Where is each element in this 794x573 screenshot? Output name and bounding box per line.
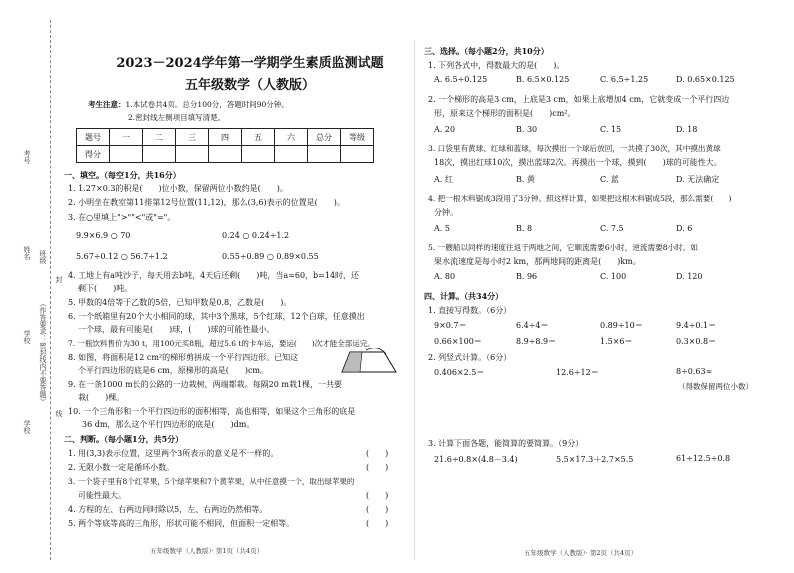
c3b: 18次，摸出红球10次，摸出蓝球2次。再摸出一个球，摸到( )球的可能性大。 bbox=[434, 158, 722, 167]
c4-a[interactable]: A. 5 bbox=[434, 224, 450, 233]
k1r1-1: 9×0.7＝ bbox=[434, 321, 467, 330]
side-seal-char: 封 bbox=[55, 276, 63, 283]
q8b: 个平行四边形的底是6 cm，原梯形的高是( )cm。 bbox=[78, 366, 269, 375]
q2: 2. 小明坐在教室第11排第12号位置(11,12)，那么(3,6)表示的位置是( )。 bbox=[68, 198, 345, 207]
j5: 5. 两个等底等高的三角形，形状可能不相同，但面积一定相等。 bbox=[68, 519, 295, 528]
score-cell[interactable] bbox=[143, 146, 176, 163]
q10b: 36 dm，那么这个平行四边形的底是( )dm。 bbox=[82, 420, 255, 429]
j1: 1. 用(3,3)表示位置，这里两个3所表示的意义是不一样的。 bbox=[68, 449, 279, 458]
side-instruction: （作答要求：密封线内不要答题） bbox=[39, 300, 47, 405]
q5: 5. 甲数的4倍等于乙数的5倍，已知甲数是0.8，乙数是( )。 bbox=[68, 298, 292, 307]
footer-right: 五年级数学（人教版）· 第2页（共4页） bbox=[524, 549, 638, 557]
score-cell[interactable] bbox=[341, 146, 374, 163]
side-class: 班级 bbox=[39, 250, 47, 264]
score-header: 五 bbox=[242, 129, 275, 146]
c1: 1. 下列各式中，得数最大的是( )。 bbox=[428, 61, 565, 70]
c1-a[interactable]: A. 6.5÷0.125 bbox=[434, 75, 488, 84]
k3: 3. 计算下面各题，能简算的要简算。（9分） bbox=[428, 439, 584, 448]
notes-label: 考生注意： bbox=[88, 100, 126, 109]
c5a: 5. 一艘船以同样的速度往返于两地之间，它顺流需要6小时，逆流需要8小时。如 bbox=[428, 243, 698, 252]
sec1: 一、填空。（每空1分，共16分） bbox=[64, 170, 181, 180]
k2-2: 12.6÷12＝ bbox=[556, 368, 599, 377]
c1-b[interactable]: B. 6.5×0.125 bbox=[516, 75, 570, 84]
k1: 1. 直接写得数。（6分） bbox=[428, 306, 512, 315]
q9b: 栽( )棵。 bbox=[78, 393, 125, 402]
j3a: 3. 一个袋子里有8个红苹果，5个绿苹果和7个黄苹果，从中任意摸一个，取出绿苹果的 bbox=[68, 477, 355, 486]
side-school: 学校 bbox=[23, 330, 31, 344]
binding-strip bbox=[0, 0, 62, 573]
k1r2-2: 8.9÷8.9＝ bbox=[516, 337, 557, 346]
side-school-2: 学校 bbox=[23, 420, 31, 434]
j2: 2. 无限小数一定是循环小数。 bbox=[68, 463, 175, 472]
c4-b[interactable]: B. 8 bbox=[516, 224, 533, 233]
k3-3: 61÷12.5÷0.8 bbox=[676, 454, 731, 463]
score-cell[interactable] bbox=[176, 146, 209, 163]
c5b: 果水流速度是每小时2 km，那两地间的距离是( )km。 bbox=[434, 257, 641, 266]
q3: 3. 在○里填上">""<"或"="。 bbox=[68, 213, 176, 222]
score-header: 六 bbox=[275, 129, 308, 146]
exam-title: 2023－2024学年第一学期学生素质监测试题 bbox=[116, 56, 384, 71]
score-header: 四 bbox=[209, 129, 242, 146]
c3-b[interactable]: B. 黄 bbox=[516, 175, 535, 184]
k2-note: （得数保留两位小数） bbox=[678, 382, 753, 391]
c3-a[interactable]: A. 红 bbox=[434, 175, 453, 184]
score-table bbox=[76, 128, 374, 163]
q10a: 10. 一个三角形和一个平行四边形的面积相等，高也相等，如果这个三角形的底是 bbox=[68, 407, 356, 416]
score-header: 一 bbox=[110, 129, 143, 146]
note-1: 1.本试卷共4页。总分100分，答题时间90分钟。 bbox=[125, 100, 289, 109]
c2-a[interactable]: A. 20 bbox=[434, 125, 456, 134]
sec4: 四、计算。（共34分） bbox=[424, 291, 504, 301]
section-calc-title bbox=[424, 291, 503, 302]
j5-paren[interactable]: ( ) bbox=[366, 519, 389, 528]
note-2: 2.密封线左侧项目填写清楚。 bbox=[128, 113, 226, 122]
q3b-2: 0.55÷0.89 ○ 0.89×0.55 bbox=[222, 252, 319, 261]
q3b-1: 5.67÷0.12 ○ 56.7÷1.2 bbox=[76, 252, 168, 261]
k2: 2. 列竖式计算。（6分） bbox=[428, 353, 512, 362]
k3-1: 21.6÷0.8×(4.8－3.4) bbox=[434, 455, 518, 464]
trapezoid-figure bbox=[340, 348, 400, 376]
section-judge-title bbox=[64, 434, 183, 445]
score-cell[interactable] bbox=[110, 146, 143, 163]
sec3: 三、选择。（每小题2分，共10分） bbox=[424, 46, 549, 56]
k2-3: 8÷0.63≈ bbox=[676, 367, 713, 376]
score-header: 二 bbox=[143, 129, 176, 146]
k1r1-3: 0.89÷10＝ bbox=[600, 321, 643, 330]
score-cell[interactable] bbox=[242, 146, 275, 163]
footer-left: 五年级数学（人教版）· 第1页（共4页） bbox=[150, 547, 264, 555]
j3b: 可能性最大。 bbox=[78, 491, 126, 500]
c4-d[interactable]: D. 6 bbox=[676, 224, 693, 233]
page-divider bbox=[414, 40, 415, 560]
c3a: 3. 口袋里有黄球、红球和蓝球，每次摸出一个球后放回，一共摸了30次，其中摸出黄球 bbox=[428, 144, 721, 153]
score-header: 题号 bbox=[77, 129, 110, 146]
c2a: 2. 一个梯形的高是3 cm，上底是3 cm，如果上底增加4 cm，它就变成一个平行四边 bbox=[428, 95, 730, 104]
score-header: 等级 bbox=[341, 129, 374, 146]
j3-paren[interactable]: ( ) bbox=[366, 491, 389, 500]
q8a: 8. 如图，将面积是12 cm²的梯形剪拼成一个平行四边形。已知这 bbox=[68, 353, 299, 362]
c4a: 4. 把一根木料锯成3段用了3分钟。照这样计算，如果把这根木料锯成5段，那么需要( ) bbox=[428, 194, 732, 203]
score-cell[interactable] bbox=[209, 146, 242, 163]
c1-d[interactable]: D. 0.65×0.125 bbox=[676, 75, 735, 84]
c2-b[interactable]: B. 30 bbox=[516, 125, 538, 134]
q4b: 剩下( )吨。 bbox=[78, 284, 133, 293]
q7: 7. 一瓶饮料售价为30 t，用100元买8瓶，超过5.6 t的卡车运，要运( )次才能全部运完。 bbox=[68, 339, 375, 348]
j2-paren[interactable]: ( ) bbox=[366, 463, 389, 472]
k1r1-2: 6.4÷4＝ bbox=[516, 321, 549, 330]
q6a: 6. 一个纸箱里有20个大小相同的球，其中3个黑球，5个红球，12个白球，任意摸出 bbox=[68, 312, 365, 321]
c3-d[interactable]: D. 无法确定 bbox=[676, 175, 720, 184]
sec2: 二、判断。（每小题1分，共5分） bbox=[64, 434, 184, 444]
section-fill-title bbox=[64, 170, 181, 181]
seal-line bbox=[50, 20, 51, 560]
c2-d[interactable]: D. 18 bbox=[676, 125, 698, 134]
k2-1: 0.406×2.5＝ bbox=[434, 368, 485, 377]
c3-c[interactable]: C. 蓝 bbox=[600, 175, 619, 184]
score-header: 总分 bbox=[308, 129, 341, 146]
side-line-char: 线 bbox=[55, 410, 63, 417]
score-header: 三 bbox=[176, 129, 209, 146]
score-label: 得分 bbox=[77, 146, 110, 163]
exam-subtitle: 五年级数学（人教版） bbox=[184, 78, 315, 93]
k1r2-4: 0.3×0.8＝ bbox=[676, 337, 717, 346]
c2b: 形，原来这个梯形的面积是( )cm²。 bbox=[434, 109, 576, 118]
j1-paren[interactable]: ( ) bbox=[366, 449, 389, 458]
section-choice-title bbox=[424, 46, 549, 57]
q3a-2: 0.24 ○ 0.24÷1.2 bbox=[222, 231, 290, 240]
c5-a[interactable]: A. 80 bbox=[434, 272, 456, 281]
c2-c[interactable]: C. 15 bbox=[600, 125, 622, 134]
c4b: 分钟。 bbox=[434, 208, 458, 217]
j4-paren[interactable]: ( ) bbox=[366, 505, 389, 514]
score-cell[interactable] bbox=[308, 146, 341, 163]
exam-notes bbox=[88, 98, 289, 124]
c5-d[interactable]: D. 120 bbox=[676, 272, 703, 281]
c4-c[interactable]: C. 7.5 bbox=[600, 224, 624, 233]
q4a: 4. 工地上有a吨沙子，每天用去b吨，4天后还剩( )吨，当a=60，b=14时，还 bbox=[68, 271, 360, 280]
c5-b[interactable]: B. 96 bbox=[516, 272, 538, 281]
k1r2-3: 1.5×6＝ bbox=[600, 337, 633, 346]
score-cell[interactable] bbox=[275, 146, 308, 163]
k3-2: 5.5×17.3＋2.7×5.5 bbox=[556, 455, 634, 464]
side-exam-number: 考号 bbox=[23, 150, 31, 164]
c1-c[interactable]: C. 6.5÷1.25 bbox=[600, 75, 649, 84]
q3a-1: 9.9×6.9 ○ 70 bbox=[76, 231, 131, 240]
k1r2-1: 0.66×100＝ bbox=[434, 337, 482, 346]
q9a: 9. 在一条1000 m长的公路的一边栽树，两端都栽。每隔20 m栽1棵，一共要 bbox=[68, 380, 343, 389]
k1r1-4: 9.4÷0.1＝ bbox=[676, 321, 717, 330]
q1: 1. 1.27×0.3的积是( )位小数，保留两位小数约是( )。 bbox=[68, 184, 288, 193]
side-name: 姓名 bbox=[23, 246, 31, 260]
q6b: 一个球，最有可能是( )球，( )球的可能性最小。 bbox=[78, 325, 275, 334]
c5-c[interactable]: C. 100 bbox=[600, 272, 627, 281]
j4: 4. 方程的左、右两边同时除以5，左、右两边仍然相等。 bbox=[68, 505, 268, 514]
